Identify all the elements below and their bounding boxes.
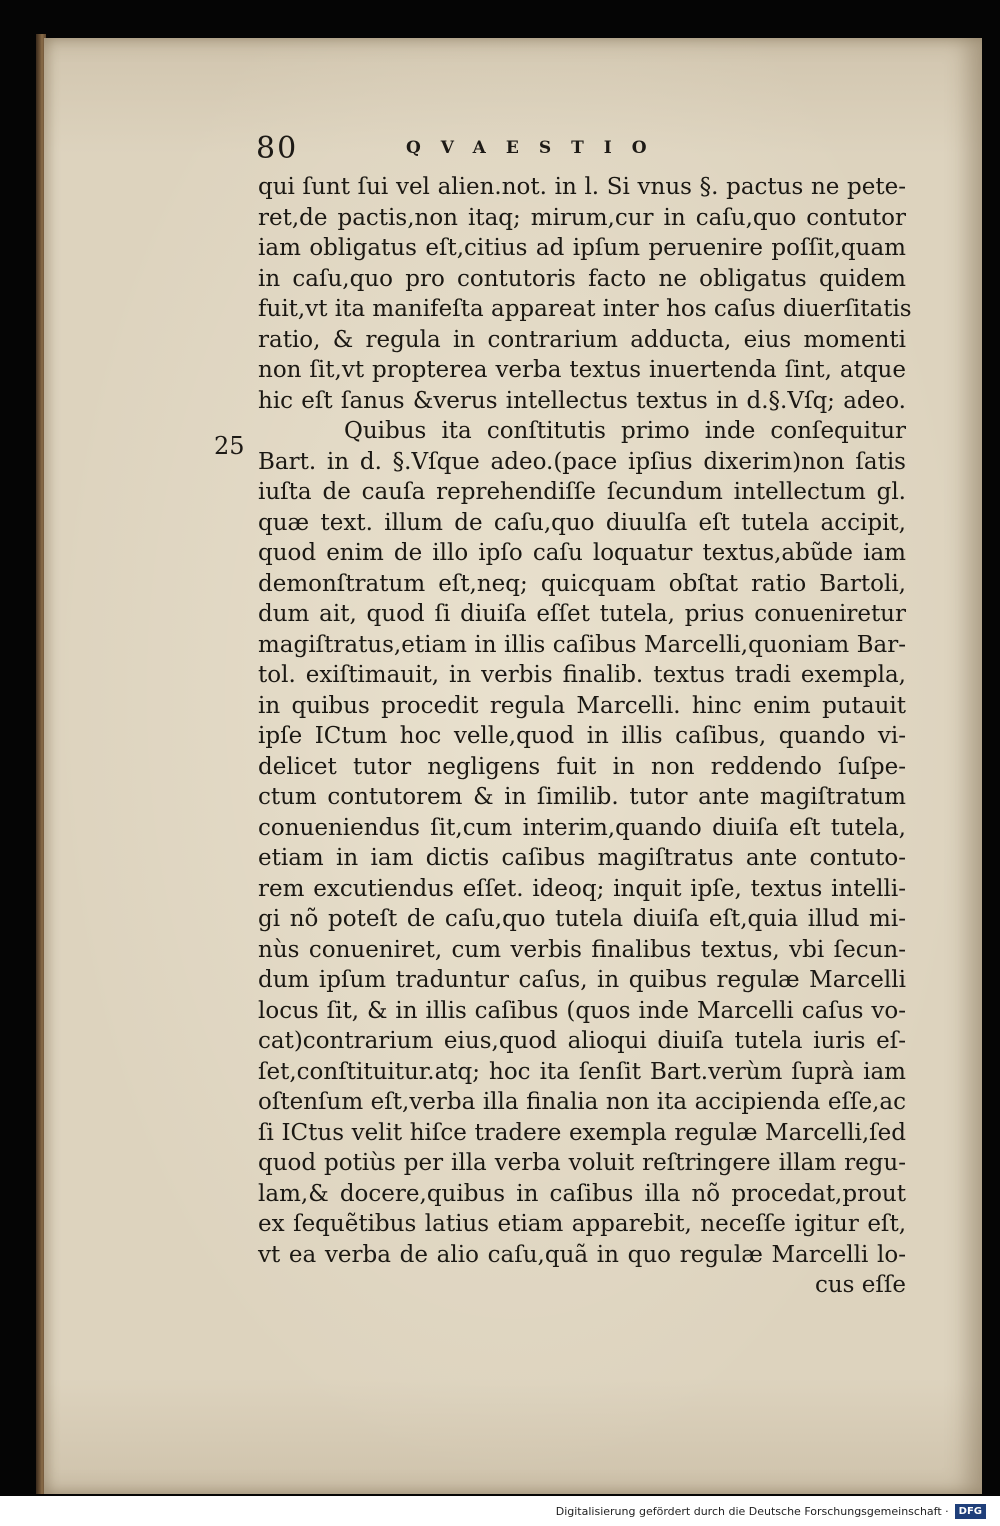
text-line: qui ſunt ſui vel alien.not. in l. Si vnus §. pactus ne pete-	[258, 174, 906, 200]
text-line: conueniendus ſit,cum interim,quando diuiſa eſt tutela,	[258, 814, 906, 841]
text-line: locus ſit, & in illis caſibus (quos inde Marcelli caſus vo-	[258, 997, 906, 1024]
text-line: in caſu,quo pro contutoris facto ne obligatus quidem	[258, 265, 906, 292]
text-line: tol. exiſtimauit, in verbis finalib. textus tradi exempla,	[258, 662, 906, 688]
text-line: dum ait, quod ſi diuiſa eſſet tutela, prius conueniretur	[258, 601, 906, 627]
text-line: quod enim de illo ipſo caſu loquatur textus,abũde iam	[258, 540, 906, 566]
text-line: lam,& docere,quibus in caſibus illa nõ procedat,prout	[258, 1180, 906, 1207]
text-line: ratio, & regula in contrarium adducta, eius momenti	[258, 326, 906, 353]
text-line-paragraph-start: Quibus ita conſtitutis primo inde conſequitur	[344, 418, 906, 444]
funding-credit: Digitalisierung gefördert durch die Deutsche Forschungsgemeinschaft ·	[555, 1504, 949, 1518]
text-line: non ſit,vt propterea verba textus inuertenda ſint, atque	[258, 357, 906, 383]
text-line: demonſtratum eſt,neq; quicquam obſtat ratio Bartoli,	[258, 570, 906, 597]
text-line: magiſtratus,etiam in illis caſibus Marcelli,quoniam Bar-	[258, 631, 906, 658]
body-text	[258, 172, 912, 1301]
dfg-logo-icon: DFG	[955, 1504, 986, 1519]
text-line: delicet tutor negligens fuit in non reddendo ſuſpe-	[258, 753, 906, 780]
text-line: ſet,conſtituitur.atq; hoc ita ſenſit Bart.verùm ſuprà iam	[258, 1058, 906, 1085]
text-line: cat)contrarium eius,quod alioqui diuiſa tutela iuris eſ-	[258, 1028, 906, 1054]
text-line: hic eſt ſanus &verus intellectus textus in d.§.Vſq; adeo.	[258, 387, 906, 414]
text-line: oſtenſum eſt,verba illa finalia non ita accipienda eſſe,ac	[258, 1089, 906, 1115]
running-title: QVAESTIO	[406, 138, 667, 158]
text-line: ret,de pactis,non itaq; mirum,cur in caſu,quo contutor	[258, 204, 906, 231]
text-line: iuſta de cauſa reprehendiſſe ſecundum intellectum gl.	[258, 479, 906, 505]
text-line: vt ea verba de alio caſu,quã in quo regulæ Marcelli lo-	[258, 1241, 906, 1268]
text-line: dum ipſum traduntur caſus, in quibus regulæ Marcelli	[258, 967, 906, 993]
text-line: ex ſequẽtibus latius etiam apparebit, neceſſe igitur eſt,	[258, 1211, 906, 1237]
text-line: Bart. in d. §.Vſque adeo.(pace ipſius dixerim)non ſatis	[258, 448, 906, 475]
text-line: ctum contutorem & in ſimilib. tutor ante magiſtratum	[258, 784, 906, 810]
page-number: 80	[256, 130, 299, 166]
text-line: quæ text. illum de caſu,quo diuulſa eſt tutela accipit,	[258, 509, 906, 536]
text-line: iam obligatus eſt,citius ad ipſum peruenire poſſit,quam	[258, 235, 906, 261]
digitization-footer	[0, 1496, 1000, 1526]
text-line: ſi ICtus velit hiſce tradere exempla regulæ Marcelli,ſed	[258, 1119, 906, 1146]
text-line: etiam in iam dictis caſibus magiſtratus ante contuto-	[258, 845, 906, 871]
text-line: fuit,vt ita manifeſta appareat inter hos caſus diuerſitatis	[258, 296, 912, 322]
text-line: gi nõ poteſt de caſu,quo tutela diuiſa eſt,quia illud mi-	[258, 906, 906, 932]
text-line: quod potiùs per illa verba voluit reſtringere illam regu-	[258, 1150, 906, 1176]
text-line: in quibus procedit regula Marcelli. hinc enim putauit	[258, 692, 906, 719]
text-line: ipſe ICtum hoc velle,quod in illis caſibus, quando vi-	[258, 723, 906, 749]
text-line: rem excutiendus eſſet. ideoq; inquit ipſe, textus intelli-	[258, 875, 906, 902]
text-line: nùs conueniret, cum verbis finalibus textus, vbi ſecun-	[258, 936, 906, 963]
catchword: cus eſſe	[814, 1272, 906, 1298]
page-header	[256, 128, 776, 168]
margin-line-number: 25	[214, 432, 245, 460]
